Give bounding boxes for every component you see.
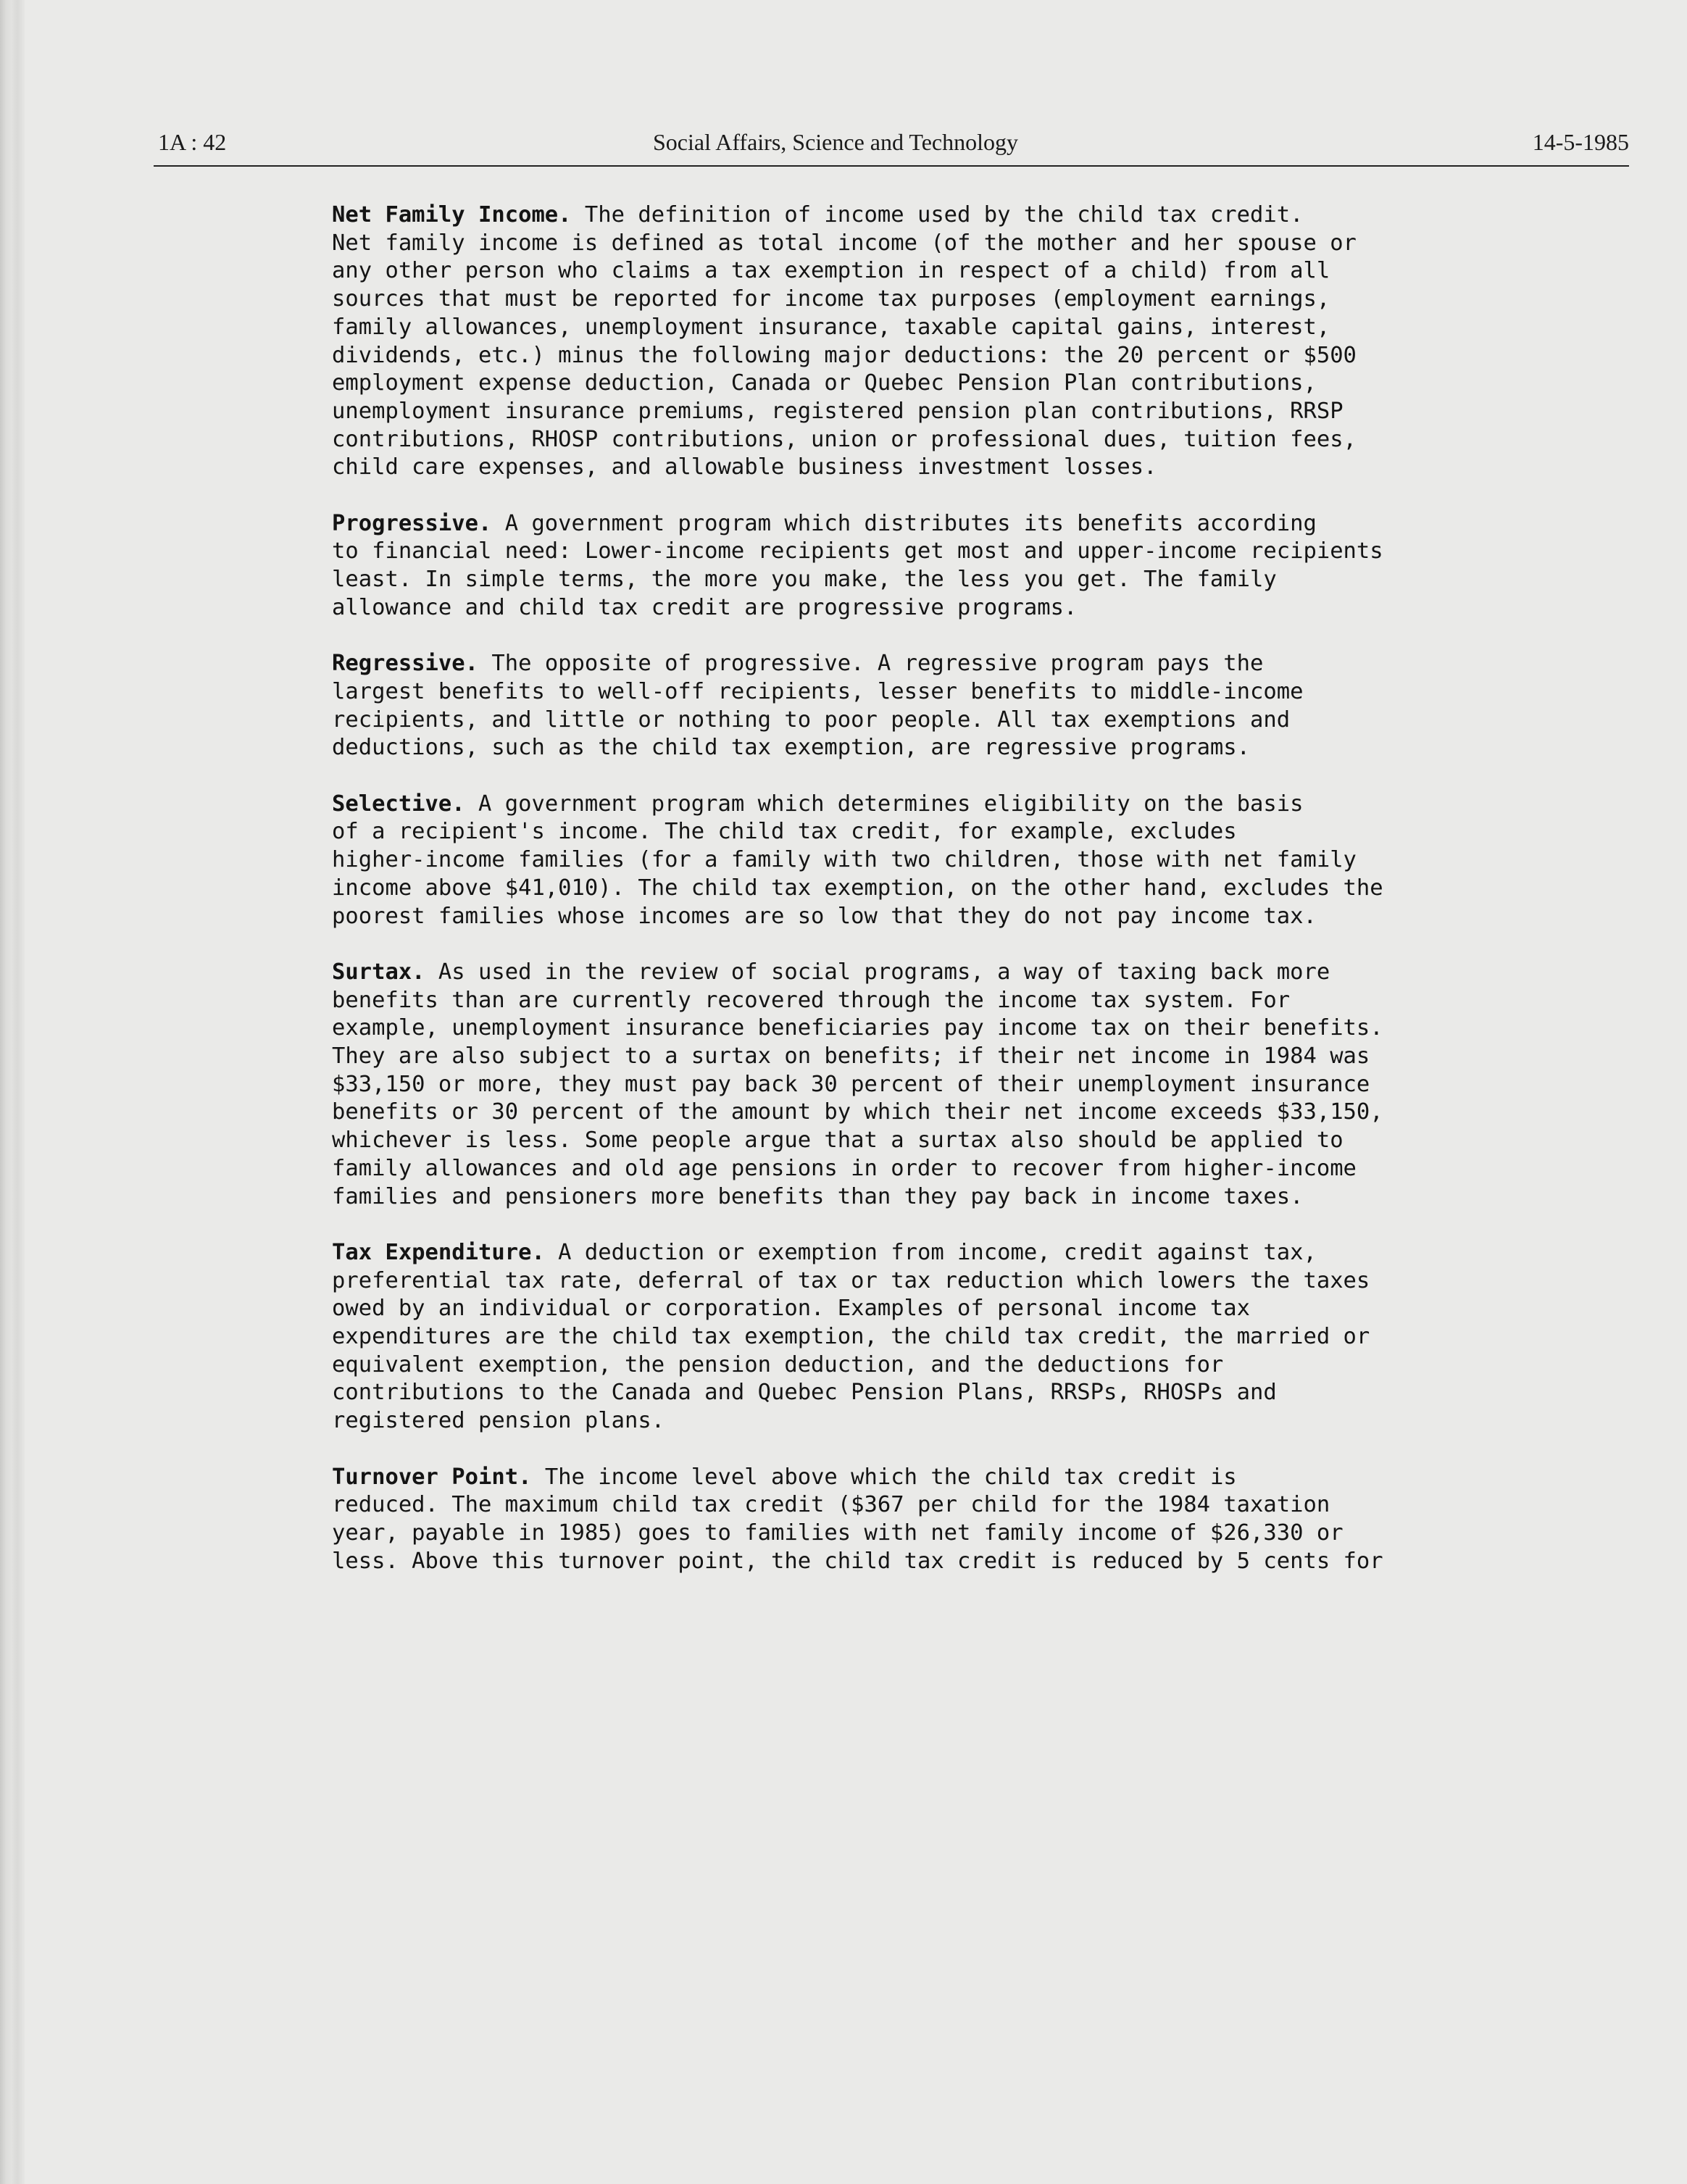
running-header (158, 129, 1629, 165)
page-edge-shadow (0, 0, 25, 2184)
entry-text: A government program which determines eligibility on the basis (465, 791, 1304, 817)
entry-line: higher-income families (for a family with two children, those with net family (332, 847, 1357, 873)
page-reference: 1A : 42 (158, 129, 227, 155)
entry-line: sources that must be reported for income tax purposes (employment earnings, (332, 286, 1330, 312)
entry-line: year, payable in 1985) goes to families with net family income of $26,330 or (332, 1520, 1344, 1546)
entry-line: contributions, RHOSP contributions, union or professional dues, tuition fees, (332, 426, 1357, 452)
entry-text: As used in the review of social programs, a way of taxing back more (425, 959, 1330, 985)
entry-line: $33,150 or more, they must pay back 30 percent of their unemployment insurance (332, 1071, 1370, 1097)
entry-term: Tax Expenditure. (332, 1239, 545, 1265)
entry-text: A government program which distributes its benefits according (491, 510, 1317, 536)
entry-line: preferential tax rate, deferral of tax or tax reduction which lowers the taxes (332, 1267, 1370, 1293)
glossary-entry-turnover-point (332, 1464, 1462, 1576)
entry-line: of a recipient's income. The child tax credit, for example, excludes (332, 819, 1237, 845)
entry-line: expenditures are the child tax exemption, the child tax credit, the married or (332, 1324, 1370, 1350)
entry-line: family allowances, unemployment insurance, taxable capital gains, interest, (332, 314, 1330, 340)
glossary-entry-progressive (332, 510, 1462, 622)
entry-line: less. Above this turnover point, the child tax credit is reduced by 5 cents for (332, 1548, 1383, 1574)
entry-line: largest benefits to well-off recipients, lesser benefits to middle-income (332, 678, 1304, 704)
entry-line: families and pensioners more benefits than they pay back in income taxes. (332, 1183, 1304, 1209)
entry-text: The income level above which the child tax credit is (531, 1464, 1237, 1490)
glossary-entry-regressive (332, 650, 1462, 762)
entry-line: They are also subject to a surtax on benefits; if their net income in 1984 was (332, 1043, 1370, 1070)
header-rule (154, 165, 1629, 167)
glossary-entry-surtax (332, 959, 1462, 1211)
glossary-body (332, 201, 1462, 1604)
entry-line: benefits than are currently recovered through the income tax system. For (332, 987, 1291, 1013)
entry-line (332, 791, 1462, 819)
entry-line: to financial need: Lower-income recipients get most and upper-income recipients (332, 538, 1383, 564)
entry-text: The definition of income used by the child tax credit. (571, 202, 1304, 228)
entry-text: The opposite of progressive. A regressive program pays the (478, 651, 1264, 677)
entry-term: Surtax. (332, 959, 425, 985)
entry-line: example, unemployment insurance beneficiaries pay income tax on their benefits. (332, 1015, 1383, 1041)
entry-line (332, 650, 1462, 678)
glossary-entry-net-family-income (332, 201, 1462, 482)
entry-line (332, 1464, 1462, 1492)
entry-line (332, 201, 1462, 230)
entry-line: any other person who claims a tax exemption in respect of a child) from all (332, 258, 1330, 284)
entry-line: benefits or 30 percent of the amount by which their net income exceeds $33,150, (332, 1099, 1383, 1125)
entry-line: reduced. The maximum child tax credit ($367 per child for the 1984 taxation (332, 1492, 1330, 1518)
entry-term: Net Family Income. (332, 202, 572, 228)
entry-line: poorest families whose incomes are so low that they do not pay income tax. (332, 903, 1317, 929)
entry-line: deductions, such as the child tax exemption, are regressive programs. (332, 735, 1251, 761)
header-date: 14-5-1985 (1532, 129, 1629, 155)
entry-line: allowance and child tax credit are progressive programs. (332, 594, 1078, 620)
entry-line: whichever is less. Some people argue that a surtax also should be applied to (332, 1128, 1344, 1154)
entry-line: income above $41,010). The child tax exemption, on the other hand, excludes the (332, 875, 1383, 901)
entry-term: Turnover Point. (332, 1464, 532, 1490)
entry-line (332, 1239, 1462, 1267)
entry-line: contributions to the Canada and Quebec Pension Plans, RRSPs, RHOSPs and (332, 1380, 1277, 1406)
glossary-entry-selective (332, 791, 1462, 931)
entry-line: least. In simple terms, the more you make, the less you get. The family (332, 567, 1277, 593)
entry-line (332, 510, 1462, 538)
header-title: Social Affairs, Science and Technology (653, 129, 1018, 155)
entry-line: recipients, and little or nothing to poor people. All tax exemptions and (332, 707, 1291, 733)
entry-line: dividends, etc.) minus the following major deductions: the 20 percent or $500 (332, 342, 1357, 368)
entry-line: employment expense deduction, Canada or Quebec Pension Plan contributions, (332, 370, 1317, 396)
entry-line: child care expenses, and allowable business investment losses. (332, 454, 1157, 480)
glossary-entry-tax-expenditure (332, 1239, 1462, 1435)
entry-line: Net family income is defined as total income (of the mother and her spouse or (332, 230, 1357, 256)
entry-line: owed by an individual or corporation. Examples of personal income tax (332, 1296, 1251, 1322)
entry-line (332, 959, 1462, 987)
entry-text: A deduction or exemption from income, credit against tax, (544, 1239, 1317, 1265)
entry-line: registered pension plans. (332, 1408, 665, 1434)
entry-line: family allowances and old age pensions in order to recover from higher-income (332, 1155, 1357, 1181)
entry-term: Progressive. (332, 510, 492, 536)
entry-term: Regressive. (332, 651, 478, 677)
entry-term: Selective. (332, 791, 465, 817)
entry-line: equivalent exemption, the pension deduction, and the deductions for (332, 1351, 1224, 1377)
entry-line: unemployment insurance premiums, registered pension plan contributions, RRSP (332, 398, 1344, 424)
